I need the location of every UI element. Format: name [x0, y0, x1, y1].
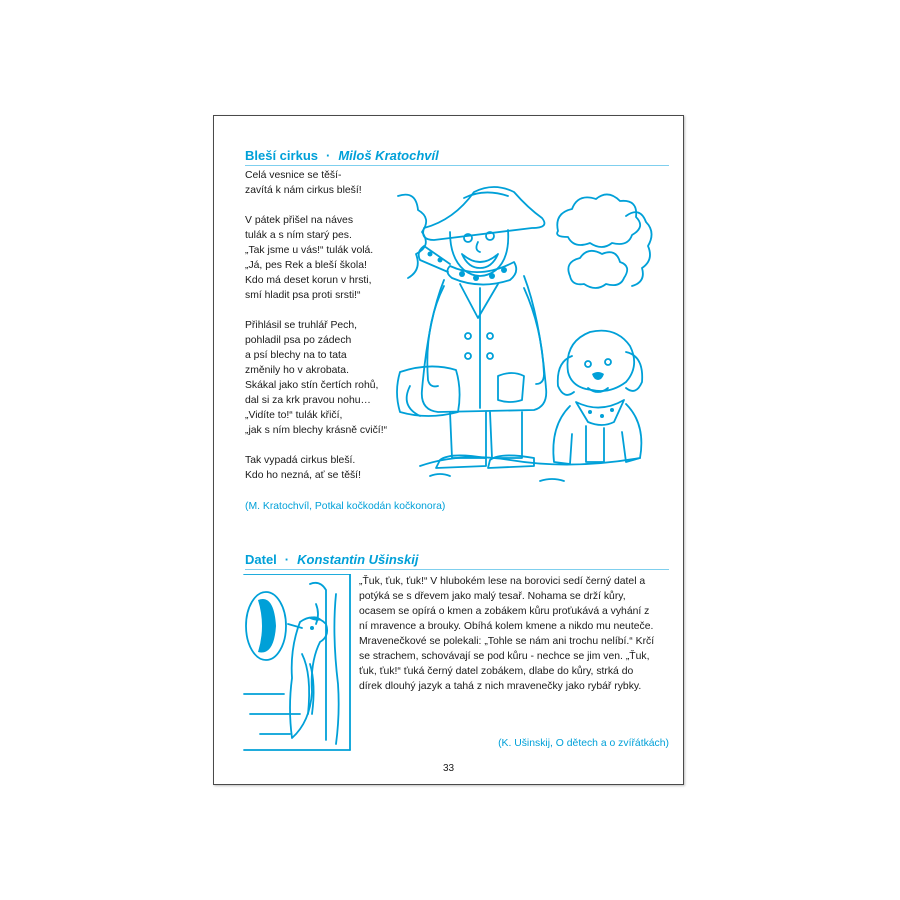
poem-line: pohladil psa po zádech — [245, 335, 352, 346]
poem-line: Přihlásil se truhlář Pech, — [245, 320, 358, 331]
poem-source: (M. Kratochvíl, Potkal kočkodán kočkonora) — [245, 501, 446, 512]
poem-line: „jak s ním blechy krásně cvičí!“ — [245, 425, 388, 436]
poem-author: Miloš Kratochvíl — [338, 148, 439, 163]
poem-stanza — [245, 453, 405, 483]
poem-title: Bleší cirkus — [245, 148, 318, 163]
poem-line: a psí blechy na to tata — [245, 350, 347, 361]
woodpecker-illustration — [240, 574, 352, 752]
poem-line: Celá vesnice se těší- — [245, 170, 342, 181]
poem-line: Skákal jako stín čertích rohů, — [245, 380, 379, 391]
poem-text — [245, 168, 405, 498]
poem-line: změnily ho v akrobata. — [245, 365, 349, 376]
poem-stanza — [245, 318, 405, 438]
story-title: Datel — [245, 552, 277, 567]
poem-line: Tak vypadá cirkus bleší. — [245, 455, 356, 466]
poem-line: Kdo má deset korun v hrsti, — [245, 275, 372, 286]
story-source: (K. Ušinskij, O dětech a o zvířátkách) — [498, 738, 669, 749]
poem-line: V pátek přišel na náves — [245, 215, 354, 226]
poem-line: „Vidíte to!“ tulák křičí, — [245, 410, 343, 421]
page-number: 33 — [442, 763, 455, 774]
poem-line: tulák a s ním starý pes. — [245, 230, 352, 241]
title-separator: · — [326, 148, 331, 163]
poem-line: zavítá k nám cirkus bleší! — [245, 185, 362, 196]
poem-line: „Já, pes Rek a bleší škola! — [245, 260, 367, 271]
poem-line: Kdo ho nezná, ať se těší! — [245, 470, 361, 481]
poem-line: smí hladit psa proti srsti!“ — [245, 290, 361, 301]
tramp-and-dog-illustration — [390, 176, 660, 496]
book-page — [213, 115, 684, 785]
poem-stanza — [245, 168, 405, 198]
title-separator: · — [284, 552, 290, 567]
story-author: Konstantin Ušinskij — [297, 552, 419, 567]
story-title-row — [245, 552, 669, 570]
poem-stanza — [245, 213, 405, 303]
poem-line: dal si za krk pravou nohu… — [245, 395, 371, 406]
story-text: „Ťuk, ťuk, ťuk!“ V hlubokém lese na borovici sedí černý datel a potýká se s dřevem jako malý tesař. Nohama se drží kůry, ocasem se opírá o kmen a zobákem kůru proťukává a vyhání z ní mravence a brouky. Obíhá kolem kmene a nikdo mu neuteče. Mravenečkové se polekali: „Tohle se nám ani trochu nelíbí.“ Krčí se strachem, schovávají se pod kůru - nechce se jim ven. „Ťuk, ťuk, ťuk!“ ťuká černý datel zobákem, dlabe do kůry, strká do dírek dlouhý jazyk a tahá z nich mravenečky jako rybář rybky. — [359, 576, 655, 692]
poem-line: „Tak jsme u vás!“ tulák volá. — [245, 245, 374, 256]
poem-title-row — [245, 148, 669, 166]
